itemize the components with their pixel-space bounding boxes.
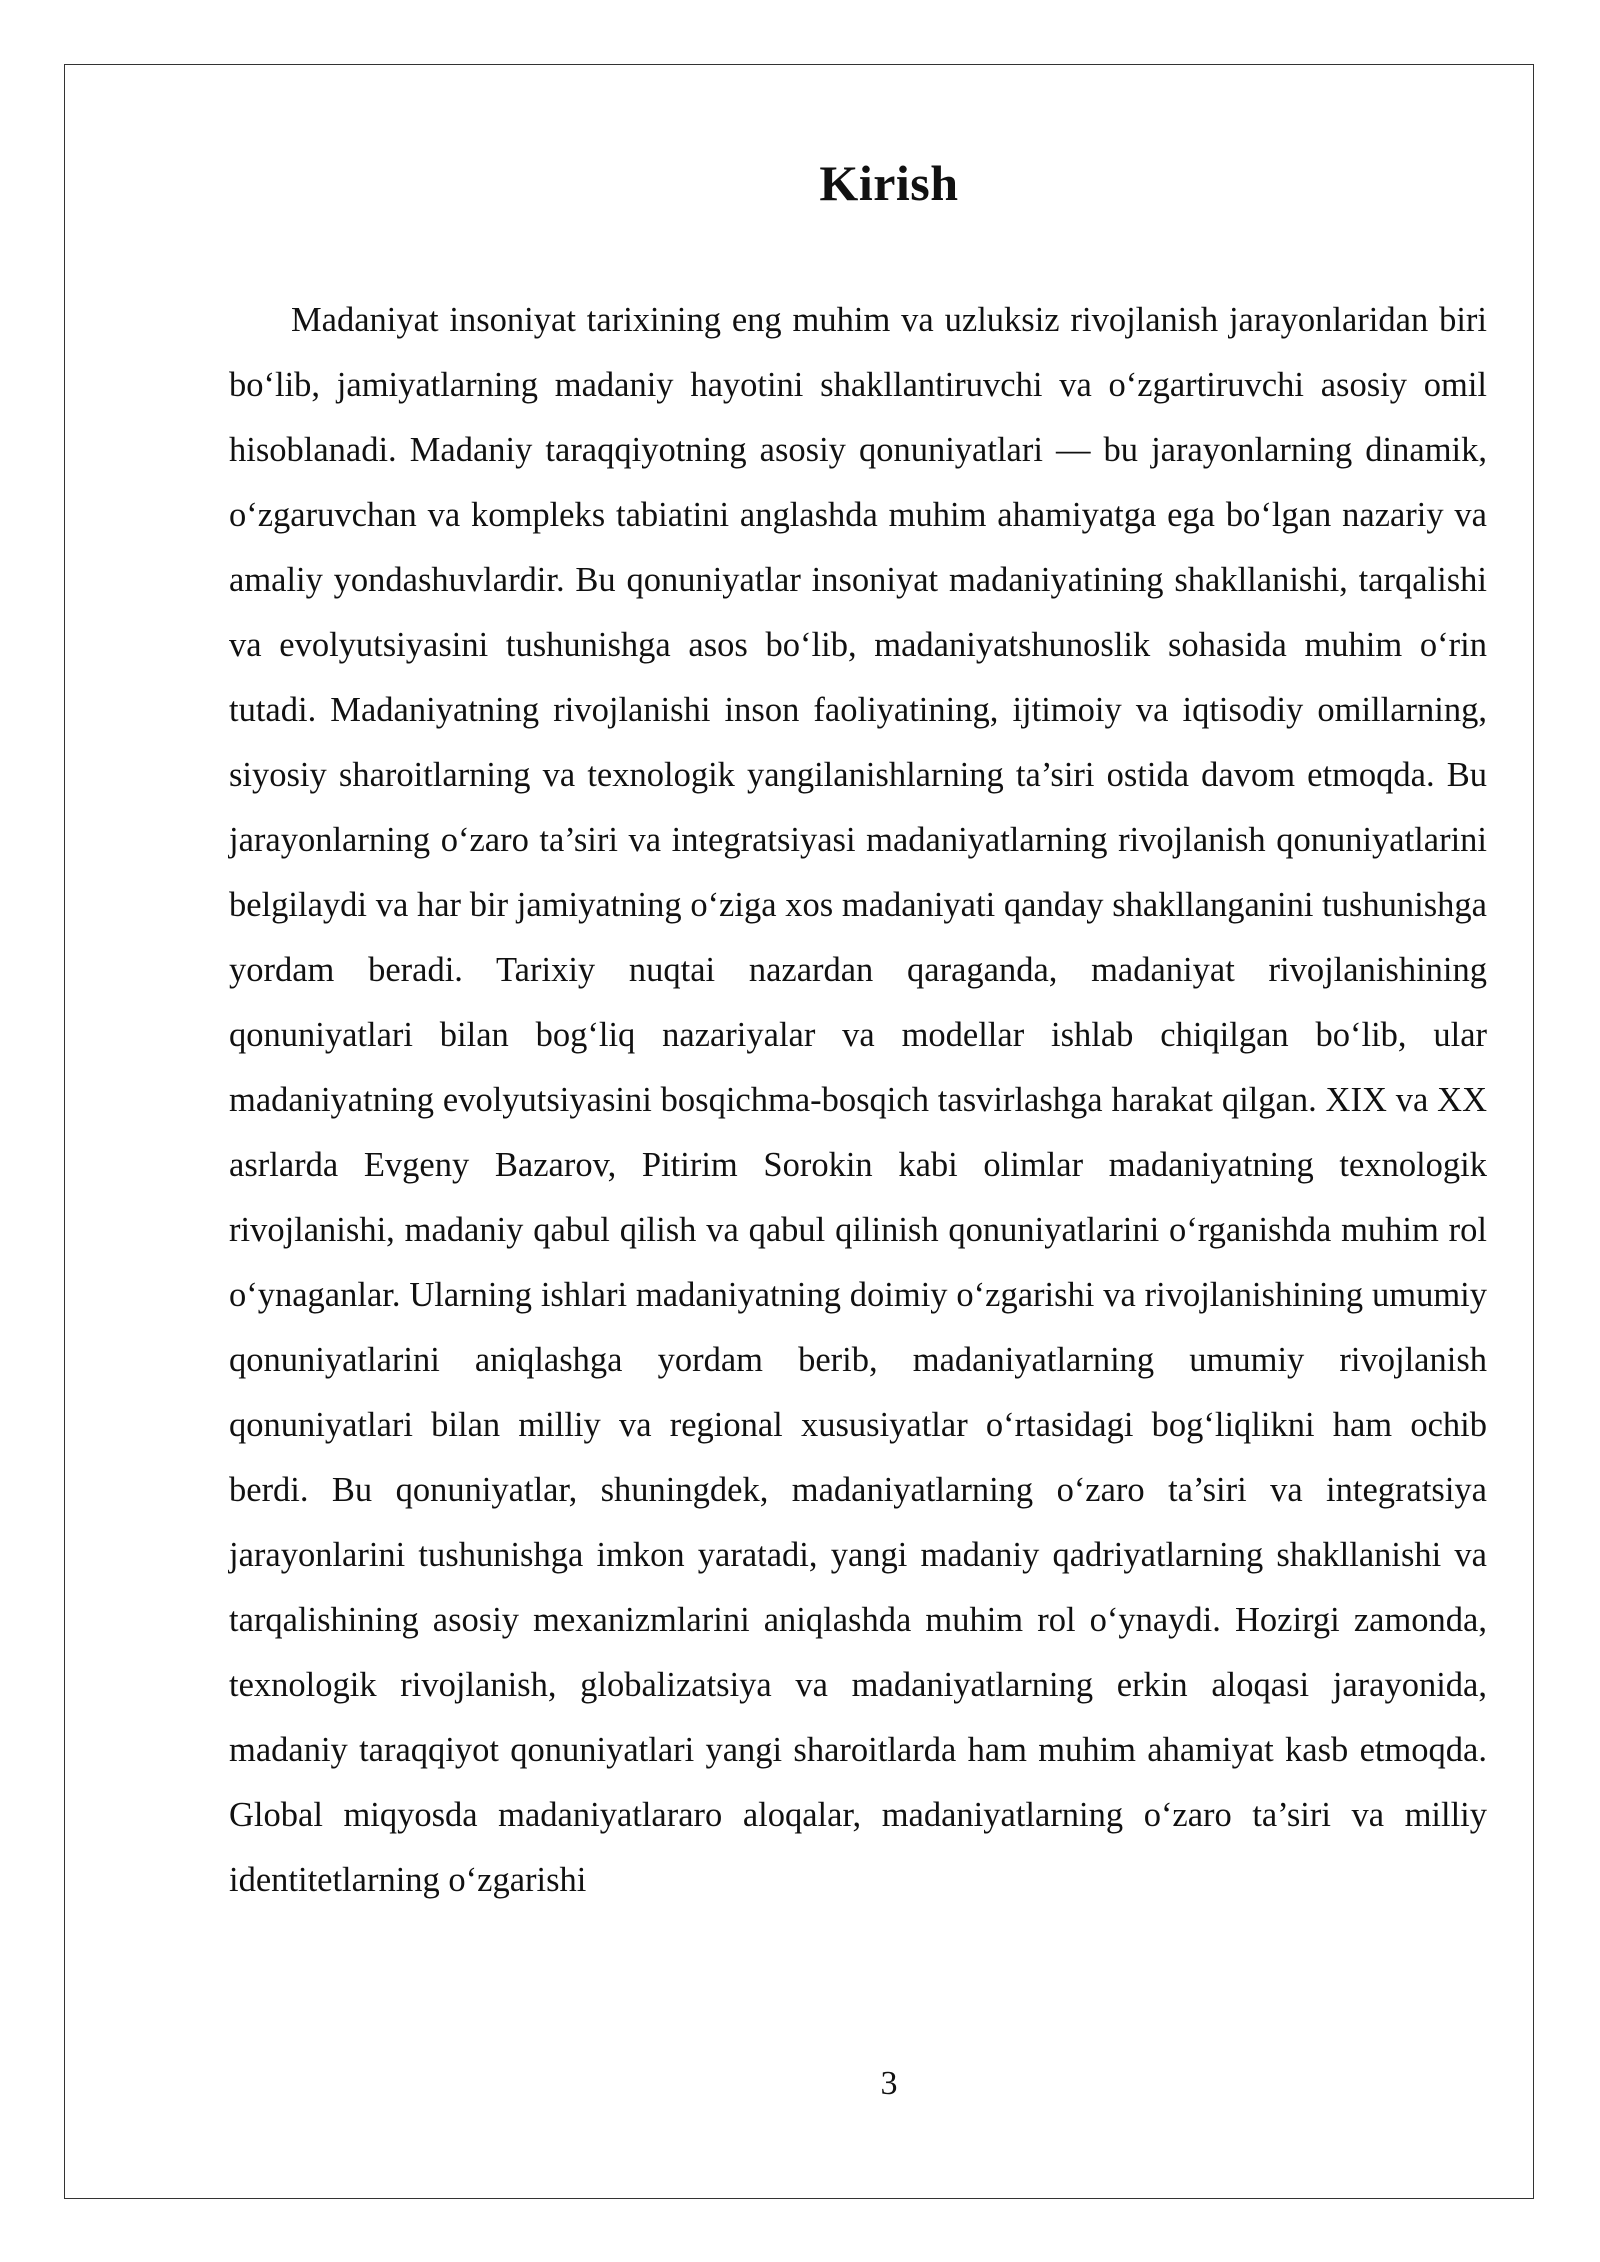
body-paragraph: Madaniyat insoniyat tarixining eng muhim va uzluksiz rivojlanish jarayonlaridan biri bo‘lib, jamiyatlarning madaniy hayotini shakllantiruvchi va o‘zgartiruvchi asosiy omil hisoblanadi. Madaniy taraqqiyotning asosiy qonuniyatlari — bu jarayonlarning dinamik, o‘zgaruvchan va kompleks tabiatini anglashda muhim ahamiyatga ega bo‘lgan nazariy va amaliy yondashuvlardir. Bu qonuniyatlar insoniyat madaniyatining shakllanishi, tarqalishi va evolyutsiyasini tushunishga asos bo‘lib, madaniyatshunoslik sohasida muhim o‘rin tutadi. Madaniyatning rivojlanishi inson faoliyatining, ijtimoiy va iqtisodiy omillarning, siyosiy sharoitlarning va texnologik yangilanishlarning ta’siri ostida davom etmoqda. Bu jarayonlarning o‘zaro ta’siri va integratsiyasi madaniyatlarning rivojlanish qonuniyatlarini belgilaydi va har bir jamiyatning o‘ziga xos madaniyati qanday shakllanganini tushunishga yordam beradi. Tarixiy nuqtai nazardan qaraganda, madaniyat rivojlanishining qonuniyatlari bilan bog‘liq nazariyalar va modellar ishlab chiqilgan bo‘lib, ular madaniyatning evolyutsiyasini bosqichma-bosqich tasvirlashga harakat qilgan. XIX va XX asrlarda Evgeny Bazarov, Pitirim Sorokin kabi olimlar madaniyatning texnologik rivojlanishi, madaniy qabul qilish va qabul qilinish qonuniyatlarini o‘rganishda muhim rol o‘ynaganlar. Ularning ishlari madaniyatning doimiy o‘zgarishi va rivojlanishining umumiy qonuniyatlarini aniqlashga yordam berib, madaniyatlarning umumiy rivojlanish qonuniyatlari bilan milliy va regional xususiyatlar o‘rtasidagi bog‘liqlikni ham ochib berdi. Bu qonuniyatlar, shuningdek, madaniyatlarning o‘zaro ta’siri va integratsiya jarayonlarini tushunishga imkon yaratadi, yangi madaniy qadriyatlarning shakllanishi va tarqalishining asosiy mexanizmlarini aniqlashda muhim rol o‘ynaydi. Hozirgi zamonda, texnologik rivojlanish, globalizatsiya va madaniyatlarning erkin aloqasi jarayonida, madaniy taraqqiyot qonuniyatlari yangi sharoitlarda ham muhim ahamiyat kasb etmoqda. Global miqyosda madaniyatlararo aloqalar, madaniyatlarning o‘zaro ta’siri va milliy identitetlarning o‘zgarishi	[229, 301, 1487, 1899]
page-number: 3	[880, 2065, 898, 2102]
page-title: Kirish	[819, 155, 959, 211]
